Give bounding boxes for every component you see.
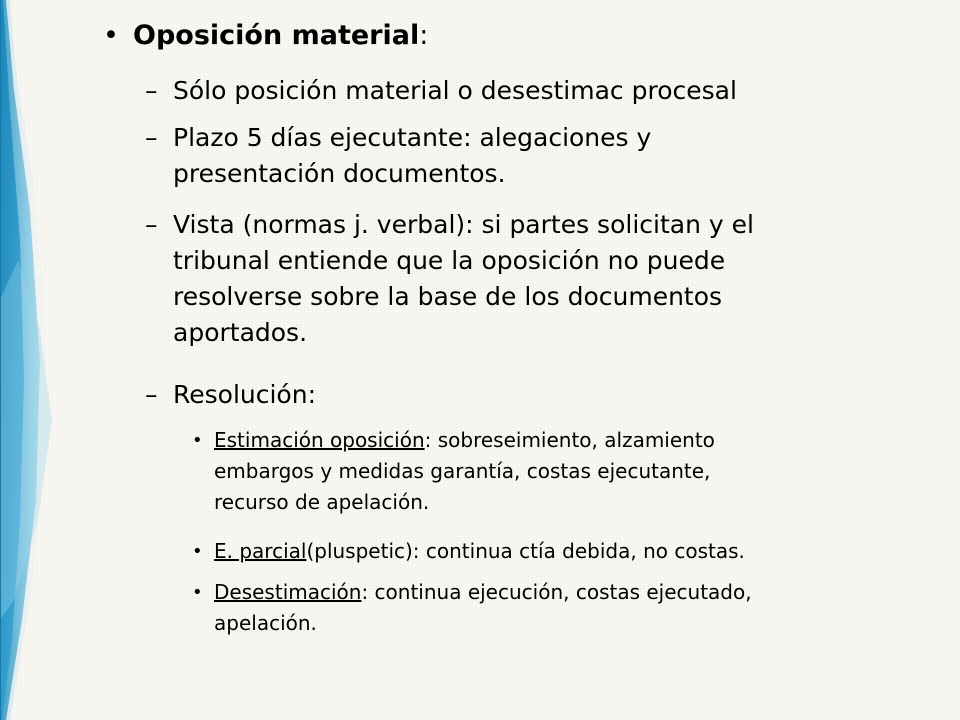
sub-item-dash: – [145,123,158,152]
sub-item-4 [145,377,316,413]
sub-item-text: Vista (normas j. verbal): si partes solicitan y el [173,210,754,239]
resolution-term: Desestimación [214,580,362,604]
resolution-text: (pluspetic): continua ctía debida, no costas. [306,539,745,563]
heading-colon: : [419,20,429,51]
resolution-term: E. parcial [214,539,307,563]
sub-item-3 [145,207,754,351]
resolution-bullet: • [192,430,203,451]
resolution-bullet: • [192,582,203,603]
resolution-text: : sobreseimiento, alzamiento [424,428,715,452]
heading-item [103,18,429,54]
sub-item-1 [145,73,737,109]
sub-item-dash: – [145,380,158,409]
resolution-text: : continua ejecución, costas ejecutado, [361,580,752,604]
resolution-term: Estimación oposición [214,428,425,452]
resolution-item-1 [192,425,715,518]
resolution-text: recurso de apelación. [214,490,430,514]
decorative-accent-band [0,0,96,720]
resolution-text: apelación. [214,611,317,635]
resolution-bullet: • [192,541,203,562]
sub-item-text: aportados. [173,318,308,347]
resolution-item-2 [192,536,745,567]
sub-item-text: presentación documentos. [173,159,506,188]
slide-content [96,0,960,720]
sub-item-text: Resolución: [173,380,316,409]
sub-item-dash: – [145,210,158,239]
sub-item-text: resolverse sobre la base de los documentos [173,282,723,311]
heading-bullet: • [103,20,119,51]
heading-title: Oposición material [133,20,420,51]
sub-item-2 [145,120,652,192]
resolution-item-3 [192,577,752,639]
sub-item-text: Sólo posición material o desestimac procesal [173,76,737,105]
sub-item-dash: – [145,76,158,105]
sub-item-text: tribunal entiende que la oposición no puede [173,246,726,275]
sub-item-text: Plazo 5 días ejecutante: alegaciones y [173,123,652,152]
resolution-text: embargos y medidas garantía, costas ejecutante, [214,459,711,483]
